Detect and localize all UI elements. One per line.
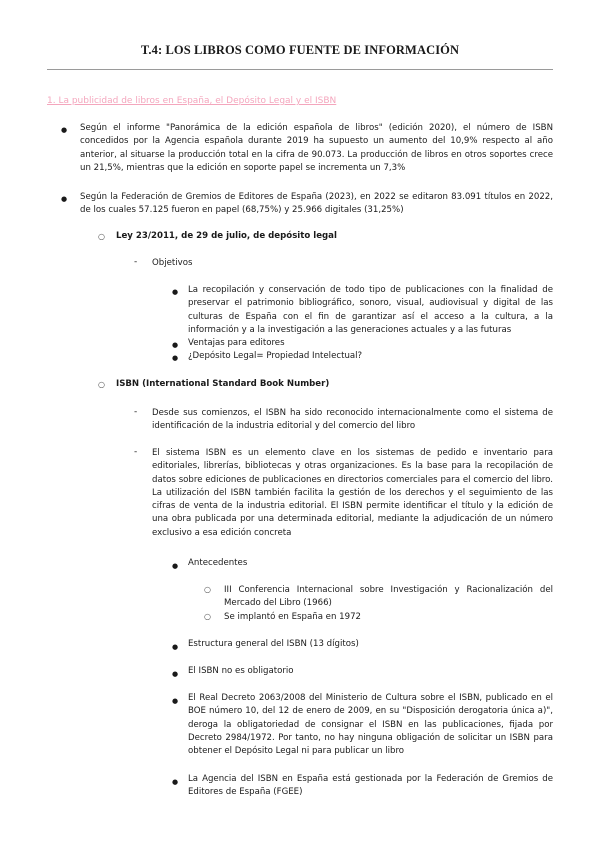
estructura-item: Estructura general del ISBN (13 dígitos)	[188, 639, 359, 649]
dash-icon: -	[134, 407, 138, 417]
antecedentes-label: Antecedentes	[188, 558, 248, 568]
real-decreto-item: El Real Decreto 2063/2008 del Ministerio de Cultura sobre el ISBN, publicado en el BOE número 10, del 12 de enero de 2009, en su "Disposición derogatoria única a)", deroga la obligatoriedad de consignar el ISBN en las publicaciones, fijada por Decreto 2984/1972. Por tanto, no hay ninguna obligación de solicitar un ISBN para obtener el Depósito Legal ni para publicar un libro	[188, 693, 553, 757]
antecedente-1: III Conferencia Internacional sobre Investigación y Racionalización del Mercado del Libro (1966)	[224, 585, 553, 609]
dash-icon: -	[134, 447, 138, 457]
page-title: T.4: LOS LIBROS COMO FUENTE DE INFORMACIÓN	[140, 43, 460, 57]
bullet-dot-icon: ●	[172, 341, 179, 349]
objetivos-label: Objetivos	[152, 258, 193, 268]
objetivos-item-1: La recopilación y conservación de todo tipo de publicaciones con la finalidad de preservar el patrimonio bibliográfico, sonoro, visual, audiovisual y digital de las culturas de España con el fin de garantizar así el acceso a la cultura, a la información y a la investigación a las generaciones actuales y a las futuras	[188, 285, 553, 335]
hollow-circle-icon: ○	[204, 612, 211, 621]
objetivos-item-2: Ventajas para editores	[188, 338, 285, 348]
dash-icon: -	[134, 257, 138, 267]
bullet-paragraph-2: Según la Federación de Gremios de Editores de España (2023), en 2022 se editaron 83.091 títulos en 2022, de los cuales 57.125 fueron en papel (68,75%) y 25.966 digitales (31,25%)	[80, 192, 553, 216]
bullet-dot-icon: ●	[61, 126, 68, 134]
ley-heading: Ley 23/2011, de 29 de julio, de depósito legal	[116, 231, 337, 241]
bullet-dot-icon: ●	[172, 562, 179, 570]
agencia-item: La Agencia del ISBN en España está gestionada por la Federación de Gremios de Editores de España (FGEE)	[188, 774, 553, 798]
bullet-dot-icon: ●	[172, 354, 179, 362]
isbn-dash-2: El sistema ISBN es un elemento clave en los sistemas de pedido e inventario para editoriales, librerías, bibliotecas y otras organizaciones. Es la base para la recopilación de datos sobre ediciones de publicaciones en directorios comerciales para el comercio del libro. La utilización del ISBN también facilita la gestión de los derechos y el seguimiento de las cifras de venta de la industria editorial. El ISBN permite identificar el título y la edición de una obra publicada por una determinada editorial, mediante la adjudicación de un número exclusivo a esa edición concreta	[152, 448, 553, 538]
hollow-circle-icon: ○	[98, 232, 105, 241]
objetivos-item-3: ¿Depósito Legal= Propiedad Intelectual?	[188, 351, 363, 361]
hollow-circle-icon: ○	[204, 585, 211, 594]
bullet-dot-icon: ●	[172, 288, 179, 296]
bullet-dot-icon: ●	[172, 643, 179, 651]
hollow-circle-icon: ○	[98, 380, 105, 389]
isbn-dash-1: Desde sus comienzos, el ISBN ha sido reconocido internacionalmente como el sistema de identificación de la industria editorial y del comercio del libro	[152, 408, 553, 432]
section-link[interactable]: 1. La publicidad de libros en España, el Depósito Legal y el ISBN	[47, 96, 337, 106]
antecedente-2: Se implantó en España en 1972	[224, 612, 362, 622]
bullet-dot-icon: ●	[61, 195, 68, 203]
no-obligatorio-item: El ISBN no es obligatorio	[188, 666, 294, 676]
bullet-dot-icon: ●	[172, 778, 179, 786]
title-divider	[47, 69, 553, 70]
bullet-dot-icon: ●	[172, 697, 179, 705]
bullet-paragraph-1: Según el informe "Panorámica de la edición española de libros" (edición 2020), el número de ISBN concedidos por la Agencia española durante 2019 ha supuesto un aumento del 10,9% respecto al año anterior, al situarse la producción total en la cifra de 90.073. La producción de libros en otros soportes crece un 21,5%, mientras que la edición en soporte papel se incrementa un 7,3%	[80, 123, 553, 173]
isbn-heading: ISBN (International Standard Book Number)	[116, 379, 330, 389]
bullet-dot-icon: ●	[172, 670, 179, 678]
